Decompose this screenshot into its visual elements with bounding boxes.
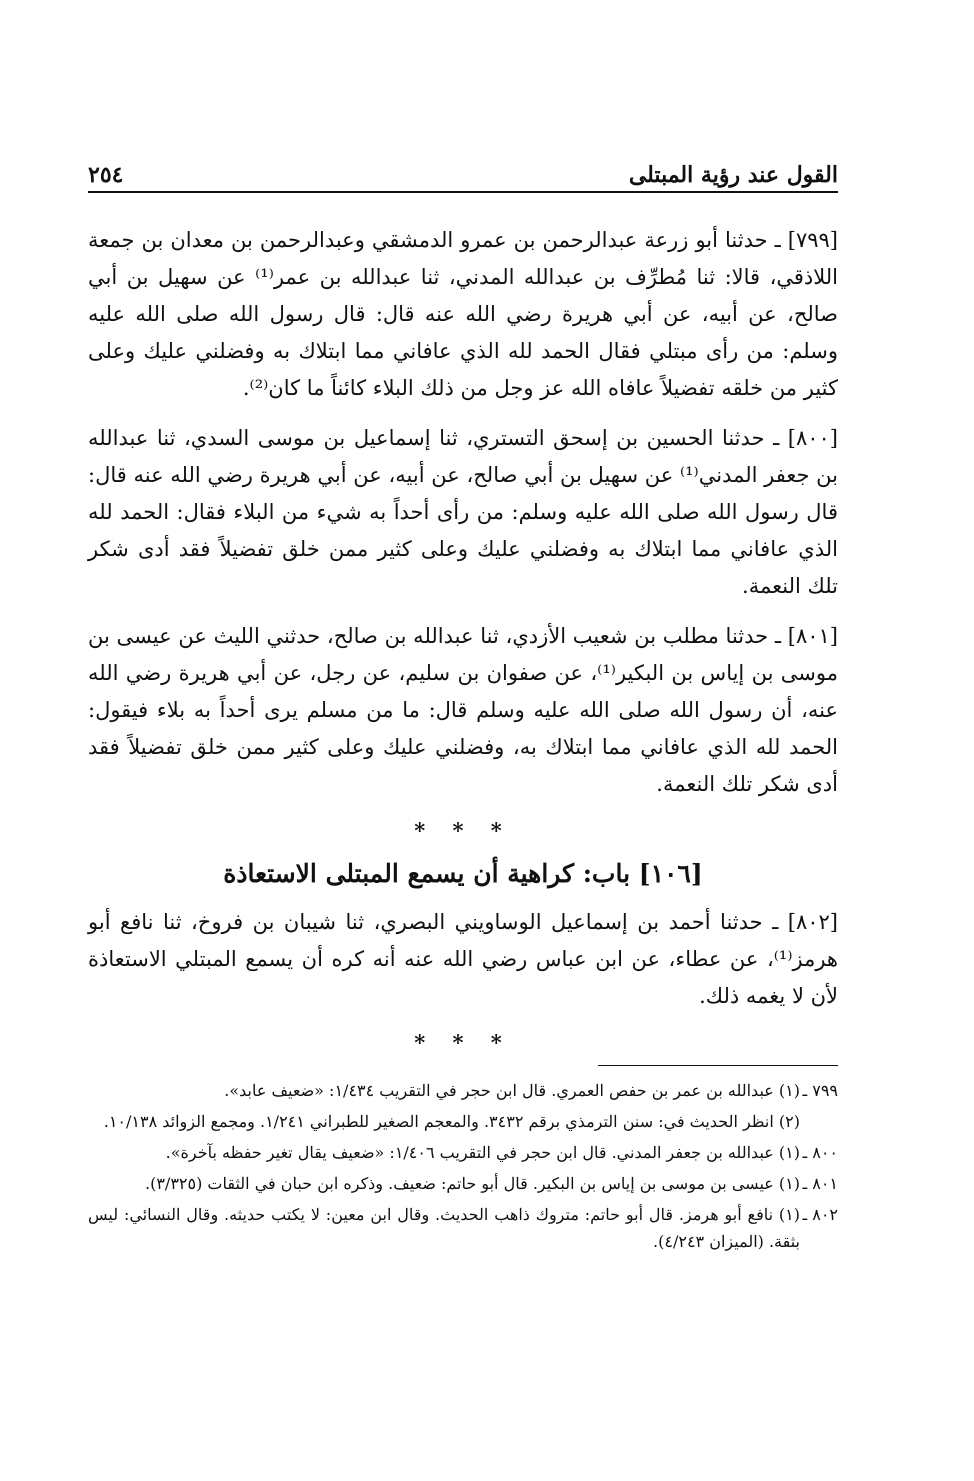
footnote-799-2 (88, 1108, 838, 1135)
footnote-800-1 (88, 1139, 838, 1166)
chapter-title: [١٠٦] باب: كراهية أن يسمع المبتلى الاستعاذة (223, 859, 703, 888)
header-rule (88, 191, 838, 193)
running-header (88, 156, 838, 188)
section-separator-end: * * * (414, 1030, 512, 1055)
footnote-text: (١) عبدالله بن عمر بن حفص العمري. قال ابن حجر في التقريب ١/٤٣٤: «ضعيف عابد». (224, 1081, 800, 1100)
footnotes (88, 1077, 838, 1259)
running-title: القول عند رؤية المبتلى (628, 162, 838, 188)
footnote-text: (٢) انظر الحديث في: سنن الترمذي برقم ٣٤٣٢. والمعجم الصغير للطبراني ١/٢٤١. ومجمع الزوائد ١٠/١٣٨. (103, 1112, 800, 1131)
footnote-text: (١) عيسى بن موسى بن إياس بن البكير. قال أبو حاتم: ضعيف. وذكره ابن حبان في الثقات (٣/٣٢٥). (145, 1174, 800, 1193)
hadith-802: [٨٠٢] ـ حدثنا أحمد بن إسماعيل الوساويني البصري، ثنا شيبان بن فروخ، ثنا نافع أبو هرمز⁽¹⁾، عن عطاء، عن ابن عباس رضي الله عنه أنه كره أن يسمع المبتلي الاستعاذة لأن لا يغمه ذلك. (88, 910, 838, 1008)
footnote-label: ٨٠٠ ـ (802, 1143, 838, 1162)
hadith-801: [٨٠١] ـ حدثنا مطلب بن شعيب الأزدي، ثنا عبدالله بن صالح، حدثني الليث عن عيسى بن موسى بن إياس بن البكير⁽¹⁾، عن صفوان بن سليم، عن رجل، عن أبي هريرة رضي الله عنه، أن رسول الله صلى الله عليه وسلم قال: ما من مسلم يرى أحداً به بلاء فيقول: الحمد لله الذي عافاني مما ابتلاك به، وفضلني عليك وعلى كثير ممن خلق تفضيلاً فقد أدى شكر تلك النعمة. (88, 624, 838, 796)
footnote-label: ٨٠١ ـ (802, 1174, 838, 1193)
footnote-label: ٧٩٩ ـ (802, 1081, 838, 1100)
section-separator: * * * (414, 818, 512, 843)
footnote-rule (598, 1065, 838, 1066)
hadith-799: [٧٩٩] ـ حدثنا أبو زرعة عبدالرحمن بن عمرو الدمشقي وعبدالرحمن بن معدان بن جمعة اللاذقي، قالا: ثنا مُطرِّف بن عبدالله المدني، ثنا عبدالله بن عمر⁽¹⁾ عن سهيل بن أبي صالح، عن أبيه، عن أبي هريرة رضي الله عنه قال: قال رسول الله صلى الله عليه وسلم: من رأى مبتلي فقال الحمد لله الذي عافاني مما ابتلاك به وفضلني عليك وعلى كثير من خلقه تفضيلاً عافاه الله عز وجل من ذلك البلاء كائناً ما كان⁽²⁾. (88, 228, 839, 400)
footnote-text: (١) عبدالله بن جعفر المدني. قال ابن حجر في التقريب ١/٤٠٦: «ضعيف يقال تغير حفظه بآخرة». (165, 1143, 800, 1162)
footnote-802-1 (88, 1201, 838, 1255)
main-text (88, 222, 838, 1064)
page-number: ٢٥٤ (88, 162, 124, 188)
footnote-text: (١) نافع أبو هرمز. قال أبو حاتم: متروك ذاهب الحديث. وقال ابن معين: لا يكتب حديثه. وقال النسائي: ليس بثقة. (الميزان ٤/٢٤٣). (88, 1205, 800, 1251)
footnote-799-1 (88, 1077, 838, 1104)
footnote-label: ٨٠٢ ـ (802, 1205, 838, 1224)
hadith-800: [٨٠٠] ـ حدثنا الحسين بن إسحق التستري، ثنا إسماعيل بن موسى السدي، ثنا عبدالله بن جعفر المدني⁽¹⁾ عن سهيل بن أبي صالح، عن أبيه، عن أبي هريرة رضي الله عنه قال: قال رسول الله صلى الله عليه وسلم: من رأى أحداً به شيء من البلاء فقال: الحمد لله الذي عافاني مما ابتلاك به وفضلني عليك وعلى كثير ممن خلق تفضيلاً فقد أدى شكر تلك النعمة. (88, 426, 838, 598)
footnote-801-1 (88, 1170, 838, 1197)
